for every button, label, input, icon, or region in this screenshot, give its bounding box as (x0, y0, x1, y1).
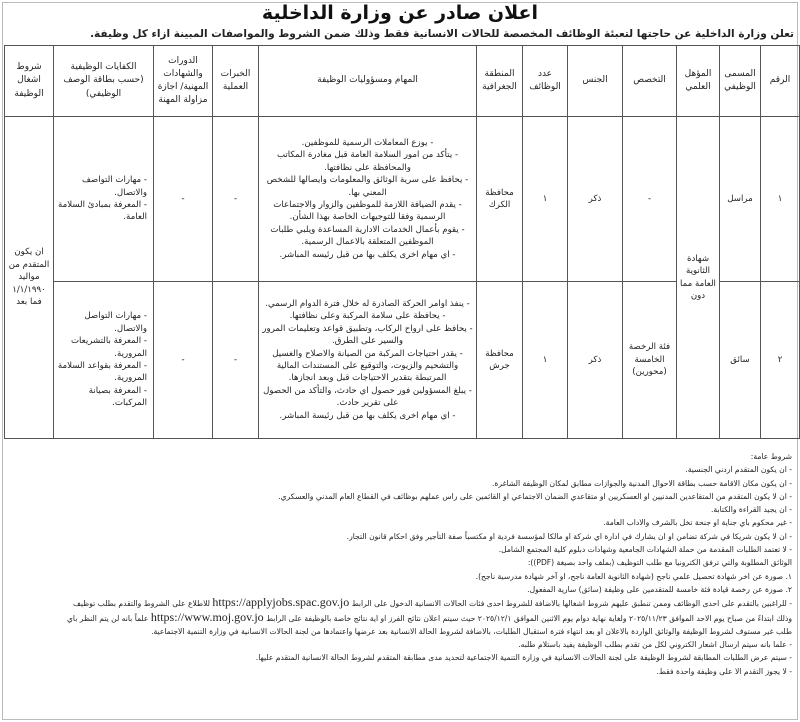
results-link[interactable]: https://www.moj.gov.jo (150, 610, 264, 624)
condition-line: - ان لا يكون شريكا في شركة تضامن او ان يشارك في ادارة اي شركة او مالكا لمؤسسة فردية او مكتسباً صفة التأجير وفق احكام قانون التجار. (346, 531, 792, 541)
condition-line: - غير محكوم باي جناية او جنحة تخل بالشرف والاداب العامة. (603, 518, 792, 528)
header-cell: المنطقة الجغرافية (477, 46, 523, 117)
apply-link[interactable]: https://applyjobs.spac.gov.jo (212, 596, 350, 610)
apply-text: - للراغبين بالتقدم على احدى الوظائف وممن تنطبق عليهم شروط اشغالها بالاضافة للشروط احدى فئات الحالات الانسانية الدخول على الرابط (351, 599, 792, 609)
cell-gender: ذكر (568, 117, 623, 282)
cell-experience: - (213, 117, 259, 282)
cell-qualification: شهادة الثانوية العامة مما دون (677, 117, 720, 439)
header-cell: الجنس (568, 46, 623, 117)
header-cell: الرقم (761, 46, 800, 117)
skill-item: - المعرفة بصيانة المركبات. (88, 385, 147, 409)
announcement-title: اعلان صادر عن وزارة الداخلية (261, 2, 539, 24)
condition-line: الوثائق المطلوبة والتي ترفق الكترونيا مع طلب التوظيف (بملف واحد بصيغة (PDF)): (527, 558, 792, 568)
task-item: - يقدر احتياجات المركبة من الصيانة والاصلاح والغسيل والتشحيم والزيوت، والتوقيع على المستندات المالية المرتبطة بتقدير الاحتياجات قبل وبعد انجازها. (272, 348, 463, 384)
apply-line (2, 596, 792, 610)
cell-region: محافظة الكرك (477, 117, 523, 282)
header-cell: عدد الوظائف (523, 46, 568, 117)
header-cell: الكفايات الوظيفية (حسب بطاقة الوصف الوظيفي) (54, 46, 154, 117)
task-item: - يقوم بأعمال الخدمات الادارية المساعدة ويلبي طلبات الموظفين المتعلقة بالاعمال الرسمية. (270, 224, 465, 248)
cell-num: ١ (761, 117, 800, 282)
task-item: - ينفذ اوامر الحركة الصادرة له خلال فترة الدوام الرسمي. (265, 298, 470, 309)
cell-specialty: - (623, 117, 677, 282)
task-item: - يبلغ المسؤولين فور حصول اي حادث، والتأكد من الحصول على تقرير حادث. (263, 385, 472, 409)
skill-item: - المعرفة بمبادئ السلامة العامة. (57, 200, 147, 223)
apply-text: للاطلاع على الشروط والتقدم بطلب توظيف (73, 599, 210, 609)
skill-item: - مهارات التواصل والاتصال. (84, 311, 147, 334)
cell-courses: - (154, 282, 213, 439)
apply-text: علماً بانه لن يتم النظر باي (66, 613, 149, 623)
table-header-row (5, 46, 800, 117)
task-item: - يحافظ على ارواح الركاب، وتطبيق قواعد وتعليمات المرور والسير على الطرق. (262, 323, 473, 347)
cell-experience: - (213, 282, 259, 439)
cell-tasks (259, 282, 477, 439)
jobs-table (4, 45, 800, 439)
cell-num: ٢ (761, 282, 800, 439)
cell-tasks (259, 117, 477, 282)
skill-item: - المعرفة بالتشريعات المرورية. (70, 336, 147, 359)
cell-gender: ذكر (568, 282, 623, 439)
task-item: - يتأكد من امور السلامة العامة قبل مغادرة المكاتب والمحافظة على نظافتها. (276, 150, 459, 173)
header-cell: الخبرات العملية (213, 46, 259, 117)
cell-courses: - (154, 117, 213, 282)
cell-skills (54, 282, 154, 439)
apply-text: وذلك ابتداءً من صباح يوم الاحد الموافق ٢٠٢٥/١١/٢٣ ولغاية نهاية دوام يوم الاثنين الموافق ٢٠٢٥/١٢/١ حيث سيتم اعلان نتائج الفرز او اية نتائج خاصة بالوظيفة على الرابط (266, 613, 792, 623)
condition-line: - علما بانه سيتم ارسال اشعار الكتروني لكل من تقدم بطلب الوظيفة يفيد باستلام طلبه. (518, 640, 792, 650)
cell-conditions: ان يكون المتقدم من مواليد ١/١/١٩٩٠ فما بعد (5, 117, 54, 439)
skill-item: - المعرفة بقواعد السلامة المرورية. (57, 361, 147, 384)
condition-line: - ان يكون مكان الاقامة حسب بطاقة الاحوال المدنية والجوازات مطابق لمكان الوظيفة الشاغرة. (492, 478, 792, 488)
table-row (5, 117, 800, 282)
condition-line: - ان يجيد القراءة والكتابة. (711, 505, 792, 515)
header-cell: المهام ومسؤوليات الوظيفة (259, 46, 477, 117)
task-item: - اي مهام اخرى يكلف بها من قبل رئيسة المباشر. (279, 410, 456, 421)
task-item: - يقدم الضيافة اللازمة للموظفين والزوار والاجتماعات الرسمية وفقا للتوجيهات الخاصة بهذا الشأن. (273, 200, 462, 223)
conditions-heading: شروط عامة: (750, 452, 792, 461)
condition-line: - لا يجوز التقدم الا على وظيفة واحدة فقط. (656, 666, 792, 676)
skill-item: - مهارات التواصف والاتصال. (82, 175, 147, 198)
condition-line: - ان يكون المتقدم اردني الجنسية. (685, 465, 792, 475)
cell-count: ١ (523, 117, 568, 282)
condition-line: ٢. صورة عن رخصة قيادة فئة خامسة للمتقدمين على وظيفة (سائق) سارية المفعول. (527, 584, 792, 594)
condition-line: طلب غير مستوف لشروط الوظيفة والوثائق الواردة بالاعلان او بعد انتهاء فترة استقبال الطلبات، بالاضافة لشروط الحالة الانسانية بعد عرضها واعتمادها من لجنة الحالات الانسانية في وزارة التنمية الاجتماعية. (151, 626, 792, 636)
cell-specialty: فئة الرخصة الخامسة (محورين) (623, 282, 677, 439)
header-cell: المؤهل العلمي (677, 46, 720, 117)
condition-line: - لا تعتمد الطلبات المقدمة من حملة الشهادات الجامعية وشهادات دبلوم كلية المجتمع الشامل. (498, 545, 792, 555)
announcement-intro: تعلن وزارة الداخلية عن حاجتها لتعبئة الوظائف المخصصة للحالات الانسانية فقط وذلك ضمن الشروط والمواصفات المبينة ازاء كل وظيفة. (90, 28, 794, 40)
task-item: - اي مهام اخرى يكلف بها من قبل رئيسه المباشر. (279, 249, 456, 260)
task-item: - يحافظة على سلامة المركبة وعلى نظافتها. (289, 311, 446, 322)
cell-region: محافظة جرش (477, 282, 523, 439)
cell-title: مراسل (720, 117, 761, 282)
apply-line (2, 611, 792, 625)
cell-count: ١ (523, 282, 568, 439)
header-cell: الدورات والشهادات المهنية/ اجازة مزاولة المهنة (154, 46, 213, 117)
header-cell: المسمى الوظيفي (720, 46, 761, 117)
condition-line: ١. صورة عن اخر شهادة تحصيل علمي ناجح (شهادة الثانوية العامة ناجح، او آخر شهادة مدرسية ناجح). (475, 571, 792, 581)
general-conditions (2, 450, 792, 678)
task-item: - يحافظ على سرية الوثائق والمعلومات وايصالها للشخص المعني بها. (266, 175, 469, 198)
condition-line: - ان لا يكون المتقدم من المتقاعدين المدنيين او العسكريين او متقاعدي الضمان الاجتماعي او القائمين على راس عملهم بوظائف في القطاع العام المدني والعسكري. (278, 491, 792, 501)
task-item: - يوزع المعاملات الرسمية للموظفين. (301, 137, 434, 148)
cell-skills (54, 117, 154, 282)
cell-title: سائق (720, 282, 761, 439)
header-cell: شروط اشغال الوظيفة (5, 46, 54, 117)
condition-line: - سيتم عرض الطلبات المطابقة لشروط الوظيفة على لجنة الحالات الانسانية في وزارة التنمية الاجتماعية لتحديد مدى مطابقة المتقدم لشروط الحالة الانسانية المتقدم عليها. (255, 653, 792, 663)
header-cell: التخصص (623, 46, 677, 117)
